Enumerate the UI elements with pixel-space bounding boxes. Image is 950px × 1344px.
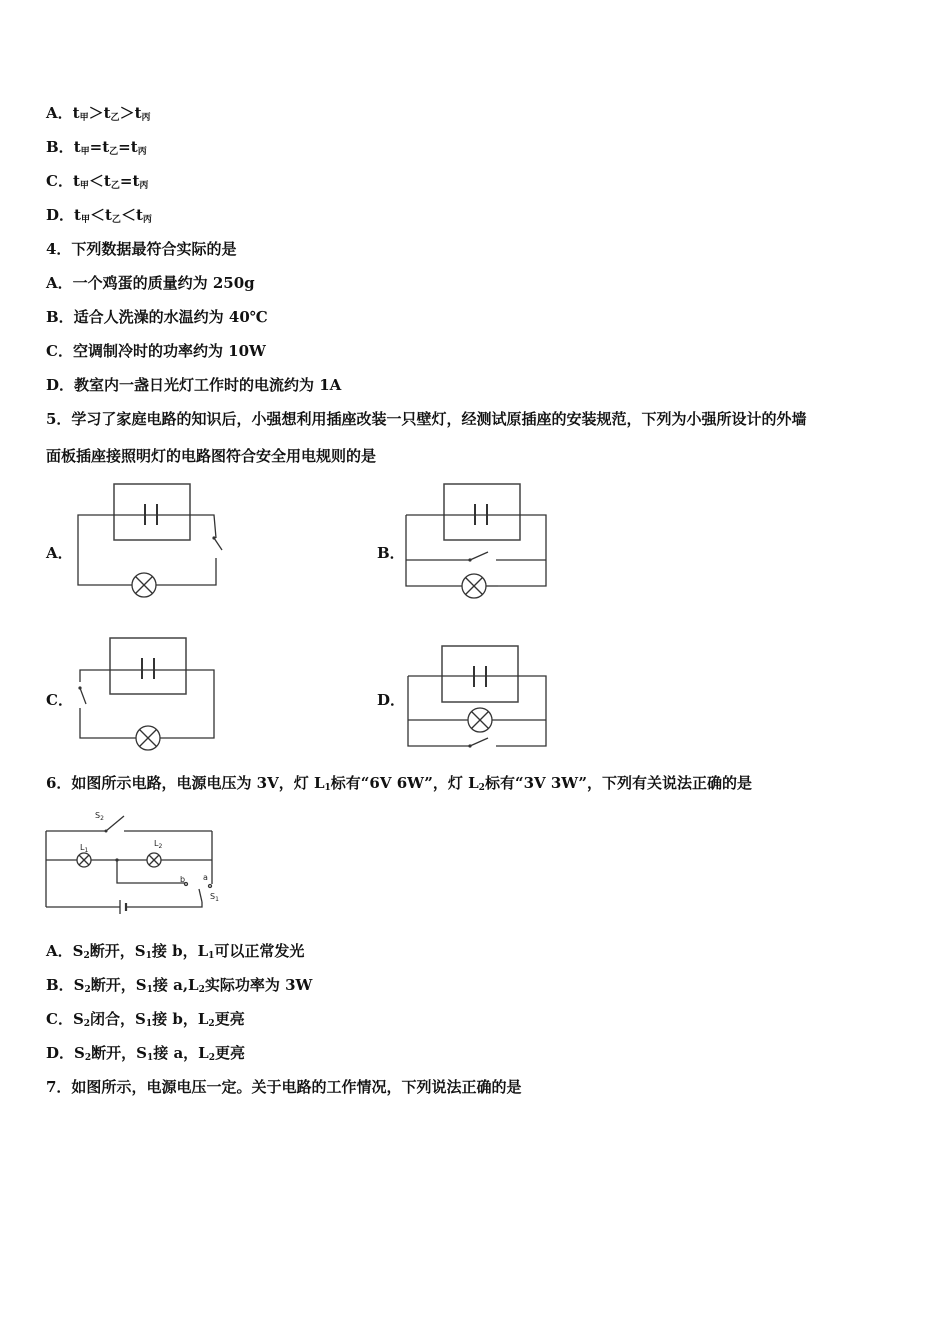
s1-label: $S_1$ [210,892,219,903]
q5-circuit-a [70,478,230,604]
b-label: b [180,875,186,884]
switch-s1 [199,889,202,902]
q3-option-a[interactable]: A．$t_甲>t_乙>t_丙$ [46,104,151,123]
q5-label-b[interactable]: B． [377,544,405,562]
q4-option-d[interactable]: D．教室内一盏日光灯工作时的电流约为 1A [46,376,342,394]
a-label: a [203,873,208,882]
q7-stem: 7．如图所示，电源电压一定。关于电路的工作情况，下列说法正确的是 [46,1078,522,1096]
switch-icon [470,738,488,746]
l2-label: $L_2$ [154,839,163,850]
q5-circuit-d [400,642,552,752]
socket-panel [114,484,190,540]
q4-option-a[interactable]: A．一个鸡蛋的质量约为 250g [46,274,255,292]
q5-stem-line1: 5．学习了家庭电路的知识后，小强想利用插座改装一只壁灯，经测试原插座的安装规范，下列为小强所设计的外墙 [46,410,807,428]
q5-label-c[interactable]: C． [46,691,73,709]
q4-stem: 4．下列数据最符合实际的是 [46,240,237,258]
q4-option-c[interactable]: C．空调制冷时的功率约为 10W [46,342,266,360]
q6-stem: 6．如图所示电路，电源电压为 3V，灯 $L_1$标有“6V 6W”，灯 $L_2$标有“3V 3W”，下列有关说法正确的是 [46,774,753,793]
q6-option-b[interactable]: B．$S_2$断开，$S_1$接 $a,L_2$实际功率为 3W [46,976,313,995]
socket-panel [442,646,518,702]
q3-option-c[interactable]: C．$t_甲<t_乙=t_丙$ [46,172,149,191]
q5-label-a[interactable]: A． [46,544,73,562]
q5-circuit-c [70,634,222,750]
q4-option-b[interactable]: B．适合人洗澡的水温约为 40℃ [46,308,268,326]
switch-icon [214,538,222,550]
switch-s2 [106,816,124,831]
switch-icon [470,552,488,560]
s2-label: $S_2$ [95,811,104,822]
q5-label-d[interactable]: D． [377,691,406,709]
q5-stem-line2: 面板插座接照明灯的电路图符合安全用电规则的是 [46,447,377,465]
socket-panel [444,484,520,540]
q6-option-c[interactable]: C．$S_2$闭合，$S_1$接 b，$L_2$更亮 [46,1010,245,1029]
q6-circuit [40,806,230,918]
q6-option-a[interactable]: A．$S_2$断开，$S_1$接 b，$L_1$可以正常发光 [46,942,305,961]
switch-icon [80,688,86,704]
socket-panel [110,638,186,694]
q6-option-d[interactable]: D．$S_2$断开，$S_1$接 a，$L_2$更亮 [46,1044,245,1063]
l1-label: $L_1$ [80,843,89,854]
q3-option-b[interactable]: B．$t_甲=t_乙=t_丙$ [46,138,147,157]
q3-option-d[interactable]: D．$t_甲<t_乙<t_丙$ [46,206,152,225]
q5-circuit-b [400,478,552,604]
